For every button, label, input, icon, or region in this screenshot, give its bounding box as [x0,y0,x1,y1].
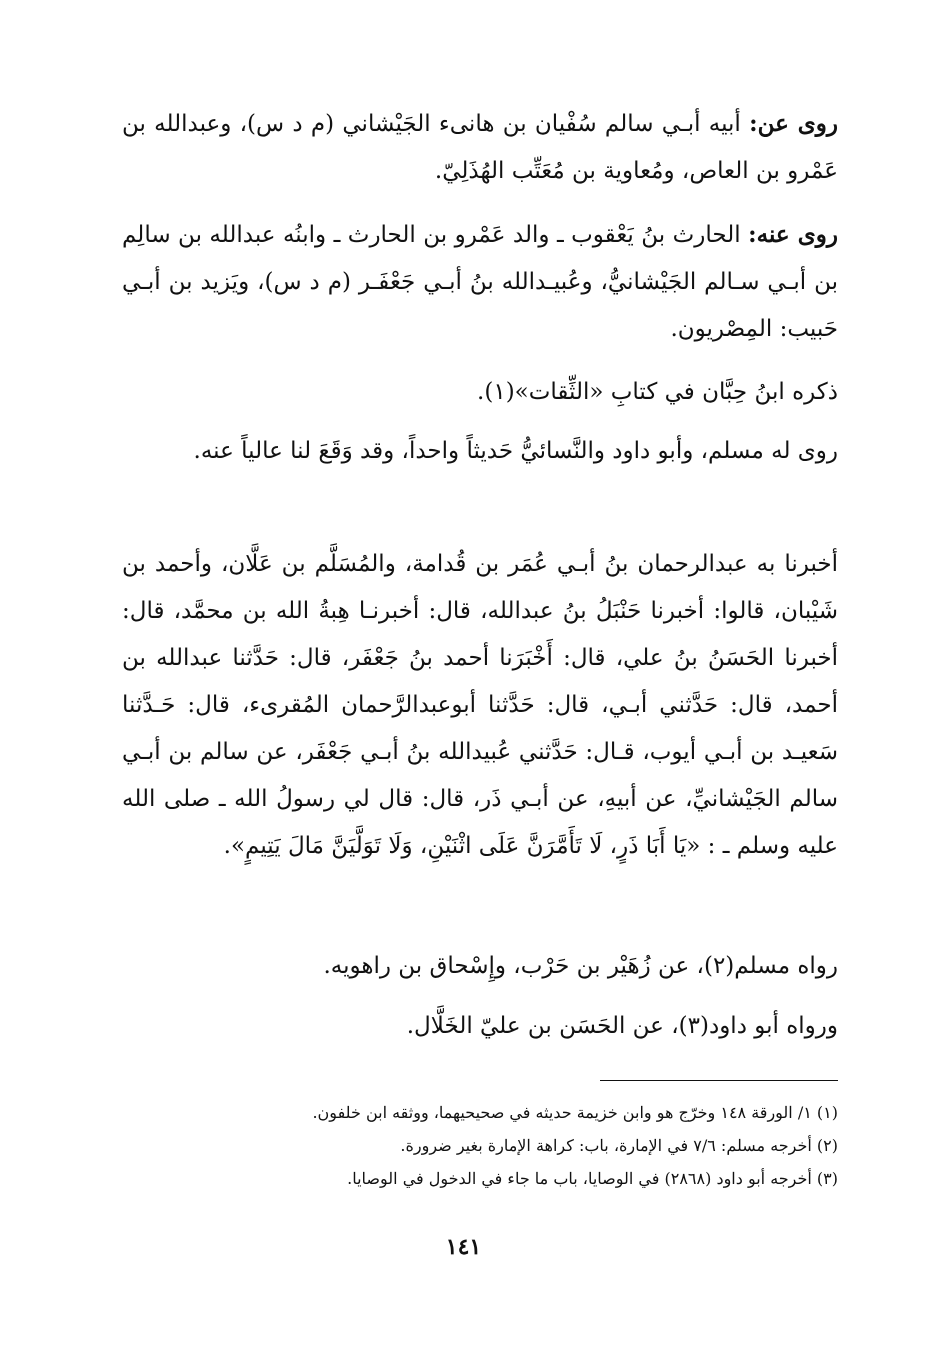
abu-dawud-narration-paragraph: ورواه أبو داود(٣)، عن الحَسَن بن عليّ الخَلَّال. [406,1013,838,1039]
isnad-paragraph: أخبرنا به عبدالرحمان بنُ أبـي عُمَر بن قُدامة، والمُسَلَّم بن عَلَّان، وأحمد بن شَيْبان، قالوا: أخبرنا حَنْبَلُ بنُ عبدالله، قال: أخبرنـا هِبةُ الله بن محمَّد، قال: أخبرنا الحَسَنُ بنُ علي، قال: أَخْبَرَنا أحمد بنُ جَعْفَر، قال: حَدَّثنا عبدالله بن أحمد، قال: حَدَّثني أبـي، قال: حَدَّثنا أبوعبدالرَّحمان المُقرىء، قال: حَـدَّثنا سَعيـد بن أبـي أيوب، قـال: حَدَّثني عُبيدالله بنُ أبـي جَعْفَر، عن سالم بن أبـي سالم الجَيْشانيِّ، عن أبيهِ، عن أبـي ذَر، قال: قال لي رسولُ الله ـ صلى الله عليه وسلم ـ : «يَا أَبَا ذَرٍ، لَا تَأَمَّرَنَّ عَلَى اثْنَيْنِ، وَلَا تَوَلَّيَنَّ مَالَ يَتِيمٍ». [122,551,838,859]
footnote-2: (٢) أخرجه مسلم: ٧/٦ في الإمارة، باب: كراهة الإمارة بغير ضرورة. [400,1136,838,1155]
page-number: ١٤١ [445,1234,482,1260]
ibn-hibban-paragraph: ذكره ابنُ حِبَّان في كتابِ «الثِّقات»(١). [477,379,838,405]
muslim-narration-paragraph: رواه مسلم(٢)، عن زُهَيْر بن حَرْب، وإِسْحاق بن راهويه. [323,953,838,979]
narrated-from-label: روى عن: [749,110,839,137]
narrated-from-text: أبيه أبـي سالم سُفْيان بن هانىء الجَيْشاني (م د س)، وعبدالله بن عَمْرو بن العاص، ومُعاوية بن مُعَتِّب الهُذَلِيّ. [122,111,838,184]
abu-dawud-narration-section [122,1003,838,1050]
narrated-by-text: الحارث بنُ يَعْقوب ـ والد عَمْرو بن الحارث ـ وابنُه عبدالله بن سالِم بن أبـي سـالم الجَيْشانيُّ، وعُبيـدالله بنُ أبـي جَعْفَـر (م د س)، ويَزيد بن أبـي حَبيب: المِصْريون. [122,222,838,342]
narrators-section [122,428,838,475]
narrated-by-label: روى عنه: [748,221,838,248]
narrated-by-paragraph [122,211,838,353]
ibn-hibban-section [122,369,838,416]
muslim-narration-section [122,943,838,990]
narrators-paragraph: روى له مسلم، وأبو داود والنَّسائيُّ حَديثاً واحداً، وقد وَقَعَ لنا عالياً عنه. [193,438,838,464]
footnotes [122,1096,838,1195]
footnote-separator [600,1080,838,1081]
narrated-from-section [122,100,838,195]
footnote-1: (١) ١/ الورقة ١٤٨ وخرّج هو وابن خزيمة حديثه في صحيحيهما، ووثقه ابن خلفون. [312,1103,838,1122]
isnad-section [122,541,838,870]
footnote-3: (٣) أخرجه أبو داود (٢٨٦٨) في الوصايا، باب ما جاء في الدخول في الوصايا. [347,1169,838,1188]
narrated-from-paragraph [122,100,838,195]
narrated-by-section [122,211,838,353]
